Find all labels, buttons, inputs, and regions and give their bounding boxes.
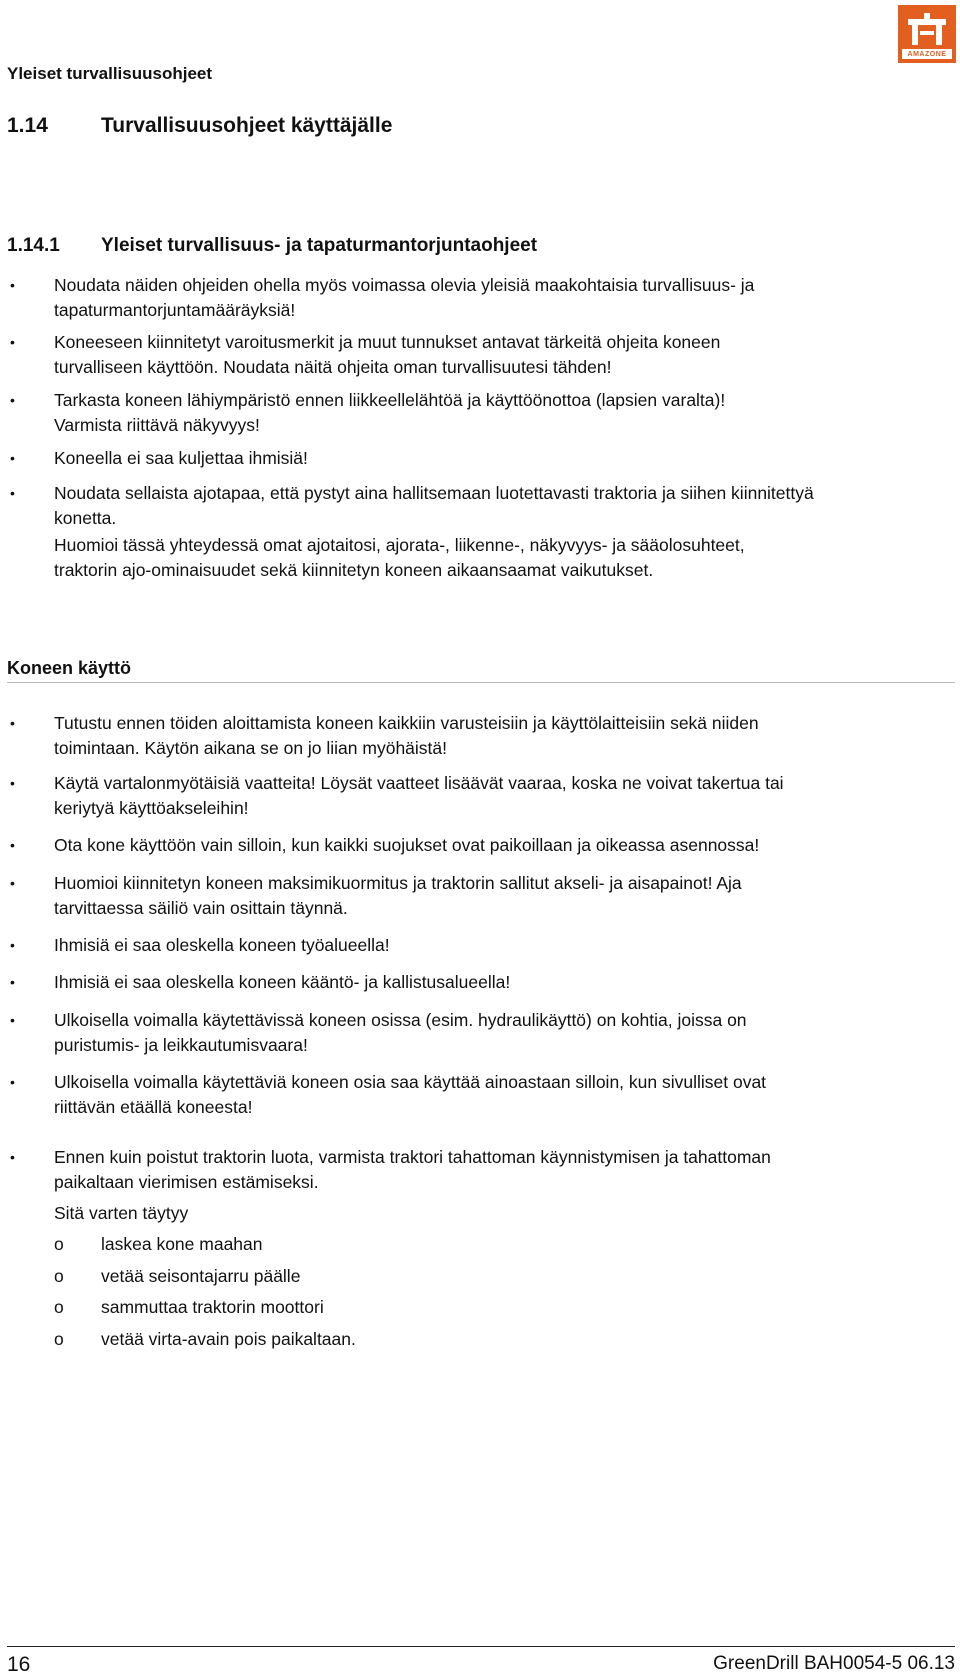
- bullet-icon: •: [10, 1074, 15, 1090]
- amazone-logo: [898, 5, 956, 63]
- bullet-icon: •: [10, 875, 15, 891]
- list-item: Ihmisiä ei saa oleskella koneen kääntö- ja kallistusalueella!: [54, 972, 511, 992]
- bullet-icon: •: [10, 277, 15, 293]
- list-item: Koneella ei saa kuljettaa ihmisiä!: [54, 448, 308, 468]
- sub-list-item: laskea kone maahan: [101, 1234, 263, 1254]
- section-heading: [7, 114, 392, 138]
- bullet-icon: •: [10, 392, 15, 408]
- footer-divider: [7, 1646, 955, 1647]
- document-id: GreenDrill BAH0054-5 06.13: [713, 1653, 955, 1674]
- section-title: Koneen käyttö: [7, 658, 132, 678]
- sub-bullet-icon: o: [54, 1297, 64, 1317]
- list-item: Noudata sellaista ajotapaa, että pystyt aina hallitsemaan luotettavasti traktoria ja siihen kiinnitettyä konetta.: [54, 483, 814, 528]
- list-item: Ennen kuin poistut traktorin luota, varmista traktori tahattoman käynnistymisen ja tahattoman paikaltaan vierimisen estämiseksi.: [54, 1147, 771, 1192]
- sub-bullet-icon: o: [54, 1266, 64, 1286]
- sub-list-item: vetää seisontajarru päälle: [101, 1266, 301, 1286]
- section-divider: [7, 682, 955, 683]
- subheading-title: Yleiset turvallisuus- ja tapaturmantorjuntaohjeet: [101, 235, 538, 256]
- list-item: Ulkoisella voimalla käytettäviä koneen osia saa käyttää ainoastaan silloin, kun sivulliset ovat riittävän etäällä koneesta!: [54, 1072, 767, 1117]
- list-item: Ota kone käyttöön vain silloin, kun kaikki suojukset ovat paikoillaan ja oikeassa asennossa!: [54, 835, 760, 855]
- bullet-icon: •: [10, 974, 15, 990]
- list-item-continuation: Huomioi tässä yhteydessä omat ajotaitosi, ajorata-, liikenne-, näkyvyys- ja sääolosuhteet, traktorin ajo-ominaisuudet sekä kiinnitetyn koneen aikaansaamat vaikutukset.: [54, 535, 745, 580]
- list-item: Ihmisiä ei saa oleskella koneen työalueella!: [54, 935, 390, 955]
- bullet-icon: •: [10, 775, 15, 791]
- logo-brand-text: AMAZONE: [907, 51, 947, 58]
- bullet-icon: •: [10, 485, 15, 501]
- page-number: 16: [7, 1653, 31, 1676]
- bullet-icon: •: [10, 715, 15, 731]
- list-item: Tarkasta koneen lähiympäristö ennen liikkeellelähtöä ja käyttöönottoa (lapsien varalta)! Varmista riittävä näkyvyys!: [54, 390, 726, 435]
- heading-title: Turvallisuusohjeet käyttäjälle: [101, 114, 393, 137]
- subsection-heading: [7, 235, 537, 257]
- bullet-icon: •: [10, 1149, 15, 1165]
- list-item-continuation: Sitä varten täytyy: [54, 1203, 189, 1223]
- bullet-icon: •: [10, 837, 15, 853]
- bullet-icon: •: [10, 450, 15, 466]
- bullet-icon: •: [10, 1012, 15, 1028]
- list-item: Huomioi kiinnitetyn koneen maksimikuormitus ja traktorin sallitut akseli- ja aisapainot! Aja tarvittaessa säiliö vain osittain täynnä.: [54, 873, 742, 918]
- list-item: Ulkoisella voimalla käytettävissä koneen osissa (esim. hydraulikäyttö) on kohtia, joissa on puristumis- ja leikkautumisvaara!: [54, 1010, 747, 1055]
- subheading-number: 1.14.1: [7, 235, 60, 256]
- bullet-icon: •: [10, 937, 15, 953]
- list-item: Tutustu ennen töiden aloittamista koneen kaikkiin varusteisiin ja käyttölaitteisiin sekä niiden toimintaan. Käytön aikana se on jo liian myöhäistä!: [54, 713, 759, 758]
- sub-bullet-icon: o: [54, 1234, 64, 1254]
- sub-bullet-icon: o: [54, 1329, 64, 1349]
- bullet-icon: •: [10, 334, 15, 350]
- sub-list-item: sammuttaa traktorin moottori: [101, 1297, 324, 1317]
- heading-number: 1.14: [7, 114, 48, 137]
- sub-list-item: vetää virta-avain pois paikaltaan.: [101, 1329, 356, 1349]
- list-item: Käytä vartalonmyötäisiä vaatteita! Löysät vaatteet lisäävät vaaraa, koska ne voivat takertua tai keriytyä käyttöakseleihin!: [54, 773, 784, 818]
- list-item: Koneeseen kiinnitetyt varoitusmerkit ja muut tunnukset antavat tärkeitä ohjeita koneen turvalliseen käyttöön. Noudata näitä ohjeita oman turvallisuutesi tähden!: [54, 332, 721, 377]
- list-item: Noudata näiden ohjeiden ohella myös voimassa olevia yleisiä maakohtaisia turvallisuus- ja tapaturmantorjuntamääräyksiä!: [54, 275, 755, 320]
- running-header: Yleiset turvallisuusohjeet: [7, 64, 213, 83]
